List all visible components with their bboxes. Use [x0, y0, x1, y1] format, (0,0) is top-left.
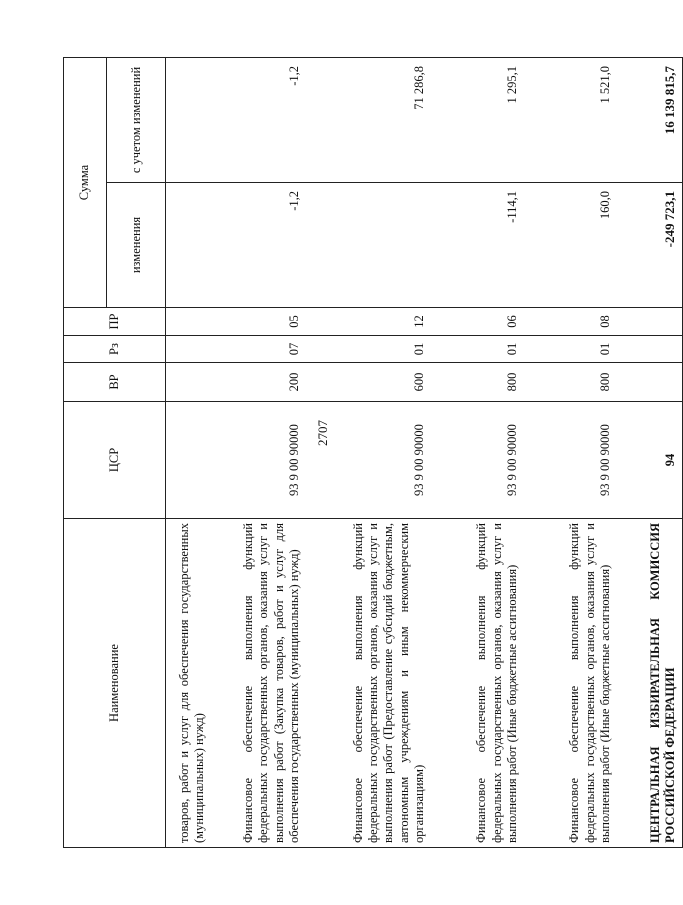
row-total — [166, 58, 212, 183]
header-vr: ВР — [64, 363, 166, 402]
row-name: товаров, работ и услуг для обеспечения государственных (муниципальных) нужд) — [166, 519, 212, 848]
row-csr: 93 9 00 90000 — [431, 402, 524, 519]
row-csr — [166, 402, 212, 519]
row-change — [306, 183, 431, 308]
row-change: -1,2 — [211, 183, 306, 308]
row-total: 1 295,1 — [431, 58, 524, 183]
table-row — [211, 58, 306, 848]
header-pr: ПР — [64, 308, 166, 336]
row-name: Финансовое обеспечение выполнения функций федеральных государственных органов, оказания услуг и выполнения работ (Иные бюджетные ассигнования) — [524, 519, 617, 848]
table-row — [166, 58, 212, 848]
row-pr: 06 — [431, 308, 524, 336]
total-code: 94 — [617, 402, 683, 519]
row-rz — [166, 336, 212, 363]
row-pr — [166, 308, 212, 336]
row-csr: 93 9 00 90000 — [211, 402, 306, 519]
total-vr — [617, 363, 683, 402]
row-vr: 800 — [524, 363, 617, 402]
total-pr — [617, 308, 683, 336]
row-name: Финансовое обеспечение выполнения функций федеральных государственных органов, оказания услуг и выполнения работ (Предоставление субсидий бюджетным, автономным учреждениям и иным некоммерческим организациям) — [306, 519, 431, 848]
row-vr — [166, 363, 212, 402]
row-pr: 08 — [524, 308, 617, 336]
header-change: изменения — [107, 183, 166, 308]
row-rz: 01 — [431, 336, 524, 363]
budget-table — [63, 57, 683, 848]
total-name: ЦЕНТРАЛЬНАЯ ИЗБИРАТЕЛЬНАЯ КОМИССИЯ РОССИЙСКОЙ ФЕДЕРАЦИИ — [617, 519, 683, 848]
table-row — [306, 58, 431, 848]
page-number: 2707 — [315, 420, 330, 446]
row-name: Финансовое обеспечение выполнения функций федеральных государственных органов, оказания услуг и выполнения работ (Закупка товаров, работ и услуг для обеспечения государственных (муниципальных) нужд) — [211, 519, 306, 848]
row-total: 71 286,8 — [306, 58, 431, 183]
row-vr: 200 — [211, 363, 306, 402]
row-vr: 600 — [306, 363, 431, 402]
row-pr: 12 — [306, 308, 431, 336]
row-rz: 01 — [524, 336, 617, 363]
table-row — [524, 58, 617, 848]
header-with-changes: с учетом изменений — [107, 58, 166, 183]
total-rz — [617, 336, 683, 363]
row-change: -114,1 — [431, 183, 524, 308]
header-name: Наименование — [64, 519, 166, 848]
table-row — [431, 58, 524, 848]
total-row — [617, 58, 683, 848]
total-amount: 16 139 815,7 — [617, 58, 683, 183]
row-change: 160,0 — [524, 183, 617, 308]
row-change — [166, 183, 212, 308]
row-name: Финансовое обеспечение выполнения функций федеральных государственных органов, оказания услуг и выполнения работ (Иные бюджетные ассигнования) — [431, 519, 524, 848]
header-sum: Сумма — [64, 58, 107, 308]
header-rz: Рз — [64, 336, 166, 363]
total-change: -249 723,1 — [617, 183, 683, 308]
row-csr: 93 9 00 90000 — [524, 402, 617, 519]
header-csr: ЦСР — [64, 402, 166, 519]
row-rz: 07 — [211, 336, 306, 363]
row-total: -1,2 — [211, 58, 306, 183]
row-pr: 05 — [211, 308, 306, 336]
table-header — [64, 58, 166, 848]
row-rz: 01 — [306, 336, 431, 363]
budget-sheet — [63, 58, 678, 848]
table-body — [166, 58, 683, 848]
row-total: 1 521,0 — [524, 58, 617, 183]
row-vr: 800 — [431, 363, 524, 402]
row-csr: 93 9 00 90000 — [306, 402, 431, 519]
